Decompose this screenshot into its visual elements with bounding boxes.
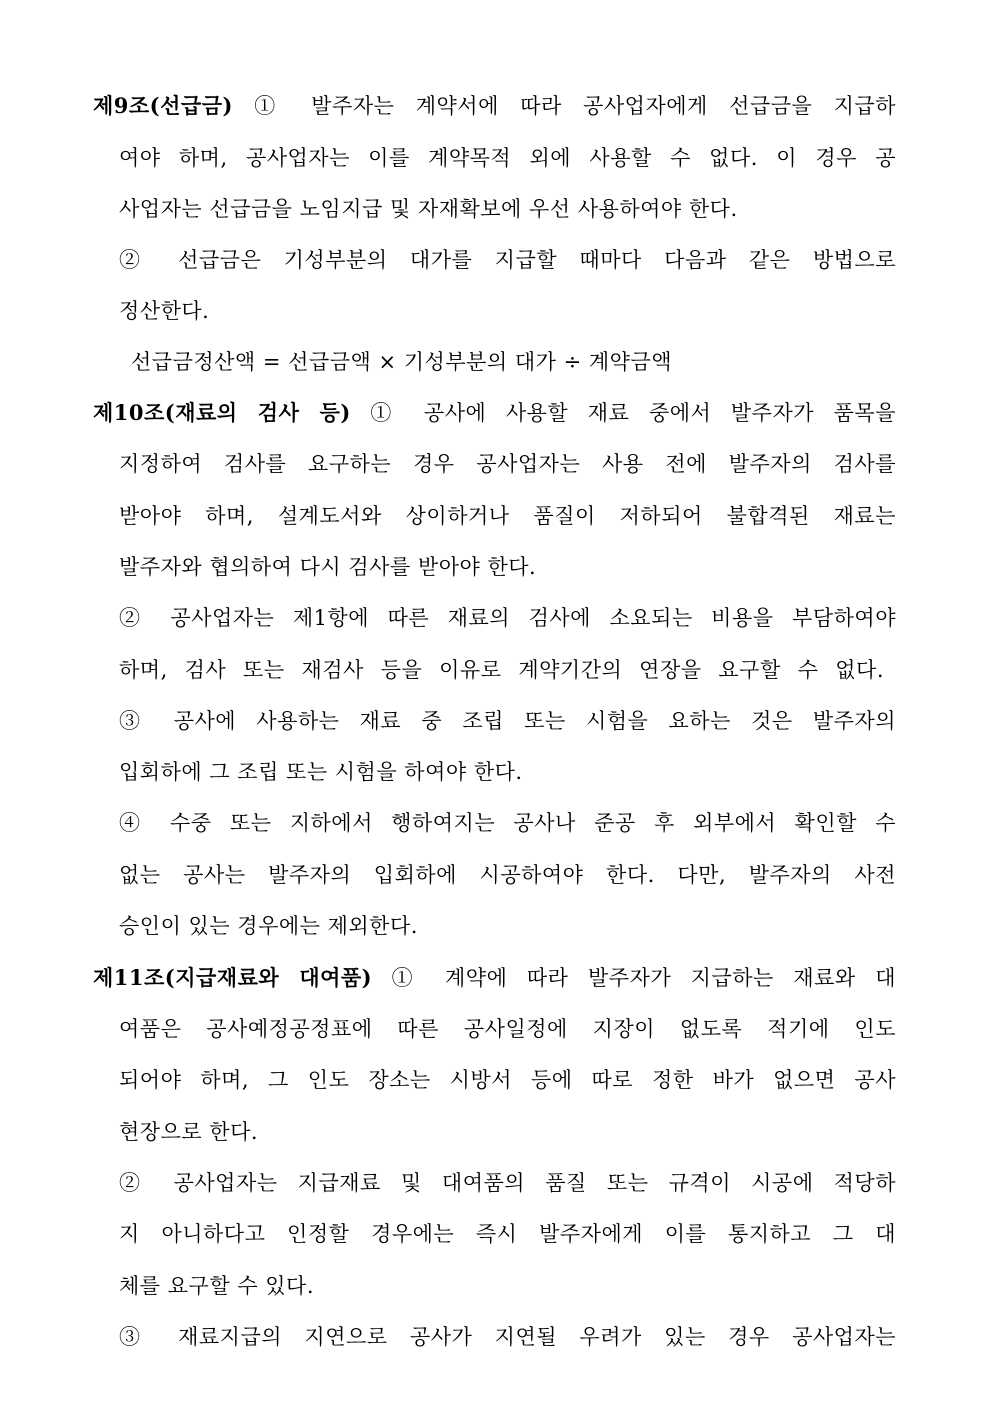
article-11-heading: 제11조(지급재료와 대여품)	[93, 965, 373, 990]
article-11-text: ① 계약에 따라 발주자가 지급하는 재료와 대	[372, 966, 896, 990]
article-11-line: 현장으로 한다.	[119, 1120, 259, 1144]
article-11-line: 지 아니하다고 인정할 경우에는 즉시 발주자에게 이를 통지하고 그 대	[119, 1222, 896, 1246]
article-11-line: ③ 재료지급의 지연으로 공사가 지연될 우려가 있는 경우 공사업자는	[119, 1325, 896, 1349]
article-11-line: 여품은 공사예정공정표에 따른 공사일정에 지장이 없도록 적기에 인도	[119, 1017, 896, 1041]
article-10-line: 받아야 하며, 설계도서와 상이하거나 품질이 저하되어 불합격된 재료는	[119, 504, 896, 528]
article-10-line: 하며, 검사 또는 재검사 등을 이유로 계약기간의 연장을 요구할 수 없다.	[119, 658, 884, 682]
article-9-heading: 제9조(선급금)	[93, 93, 233, 118]
article-10-first-line	[93, 393, 896, 433]
article-10-line: 지정하여 검사를 요구하는 경우 공사업자는 사용 전에 발주자의 검사를	[119, 452, 896, 476]
article-10-line: 입회하에 그 조립 또는 시험을 하여야 한다.	[119, 760, 523, 784]
article-11-line: 체를 요구할 수 있다.	[119, 1274, 314, 1298]
article-10-line: 없는 공사는 발주자의 입회하에 시공하여야 한다. 다만, 발주자의 사전	[119, 863, 896, 887]
article-10-line: ③ 공사에 사용하는 재료 중 조립 또는 시험을 요하는 것은 발주자의	[119, 709, 896, 733]
article-9-formula: 선급금정산액 = 선급금액 × 기성부분의 대가 ÷ 계약금액	[131, 350, 673, 374]
article-9-text: ① 발주자는 계약서에 따라 공사업자에게 선급금을 지급하	[232, 94, 896, 118]
article-9-line: 정산한다.	[119, 299, 210, 323]
article-9-line: 여야 하며, 공사업자는 이를 계약목적 외에 사용할 수 없다. 이 경우 공	[119, 146, 896, 170]
article-10-text: ① 공사에 사용할 재료 중에서 발주자가 품목을	[350, 401, 896, 425]
article-9-line: ② 선급금은 기성부분의 대가를 지급할 때마다 다음과 같은 방법으로	[119, 248, 896, 272]
article-10-line: ④ 수중 또는 지하에서 행하여지는 공사나 준공 후 외부에서 확인할 수	[119, 811, 896, 835]
article-9-line: 사업자는 선급금을 노임지급 및 자재확보에 우선 사용하여야 한다.	[119, 197, 738, 221]
article-10-line: 발주자와 협의하여 다시 검사를 받아야 한다.	[119, 555, 537, 579]
article-10-line: ② 공사업자는 제1항에 따른 재료의 검사에 소요되는 비용을 부담하여야	[119, 606, 896, 630]
article-9-first-line	[93, 86, 896, 126]
article-11-line: 되어야 하며, 그 인도 장소는 시방서 등에 따로 정한 바가 없으면 공사	[119, 1068, 896, 1092]
article-11-line: ② 공사업자는 지급재료 및 대여품의 품질 또는 규격이 시공에 적당하	[119, 1171, 896, 1195]
article-10-line: 승인이 있는 경우에는 제외한다.	[119, 914, 418, 938]
article-11-first-line	[93, 958, 896, 998]
article-10-heading: 제10조(재료의 검사 등)	[93, 400, 351, 425]
